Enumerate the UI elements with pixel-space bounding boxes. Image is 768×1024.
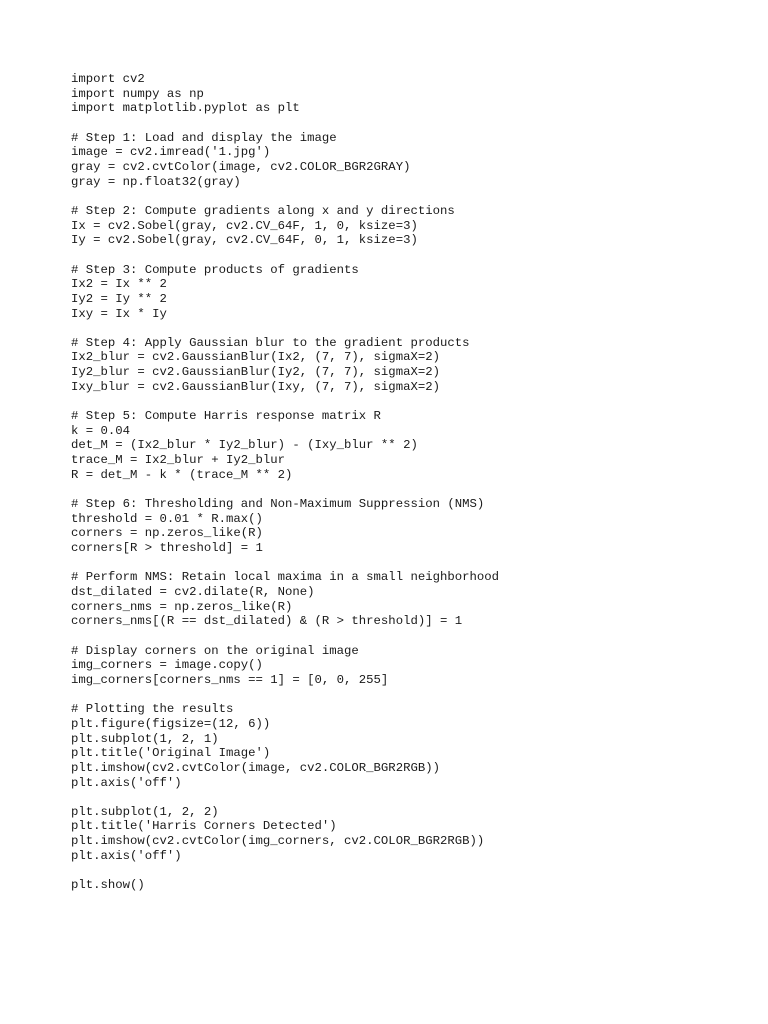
code-line: plt.subplot(1, 2, 2) <box>71 804 219 819</box>
code-line: image = cv2.imread('1.jpg') <box>71 145 271 160</box>
code-line: import cv2 <box>71 72 145 86</box>
code-line: corners[R > threshold] = 1 <box>71 541 263 555</box>
code-line: R = det_M - k * (trace_M ** 2) <box>71 467 293 482</box>
code-line: Iy = cv2.Sobel(gray, cv2.CV_64F, 0, 1, ksize=3) <box>71 233 418 248</box>
code-line: img_corners = image.copy() <box>71 658 263 673</box>
code-line <box>71 394 499 409</box>
code-line <box>71 189 499 204</box>
code-line: # Plotting the results <box>71 702 234 717</box>
code-line: threshold = 0.01 * R.max() <box>71 511 263 526</box>
code-line <box>71 688 499 703</box>
code-line: # Step 1: Load and display the image <box>71 130 337 145</box>
code-line: Ixy = Ix * Iy <box>71 306 167 321</box>
code-line <box>71 482 499 497</box>
code-line: Iy2 = Iy ** 2 <box>71 291 167 306</box>
code-line: # Perform NMS: Retain local maxima in a small neighborhood <box>71 570 500 585</box>
code-line: import matplotlib.pyplot as plt <box>71 101 300 116</box>
code-line: Ix2_blur = cv2.GaussianBlur(Ix2, (7, 7), sigmaX=2) <box>71 350 440 365</box>
code-line: plt.title('Harris Corners Detected') <box>71 819 337 834</box>
code-line: plt.title('Original Image') <box>71 746 271 761</box>
code-line: gray = np.float32(gray) <box>71 174 241 189</box>
code-line: plt.axis('off') <box>71 848 182 863</box>
code-line <box>71 116 499 131</box>
code-line: # Display corners on the original image <box>71 643 359 658</box>
code-line <box>71 790 499 805</box>
code-line: corners = np.zeros_like(R) <box>71 526 263 541</box>
code-line <box>71 248 499 263</box>
code-line: # Step 3: Compute products of gradients <box>71 262 359 277</box>
code-line <box>71 863 499 878</box>
code-line: Iy2_blur = cv2.GaussianBlur(Iy2, (7, 7), sigmaX=2) <box>71 365 440 380</box>
code-line: # Step 5: Compute Harris response matrix R <box>71 409 381 424</box>
code-line: gray = cv2.cvtColor(image, cv2.COLOR_BGR2GRAY) <box>71 159 411 174</box>
code-line: plt.imshow(cv2.cvtColor(img_corners, cv2.COLOR_BGR2RGB)) <box>71 834 485 849</box>
code-line: corners_nms[(R == dst_dilated) & (R > threshold)] = 1 <box>71 614 463 629</box>
code-line: Ix2 = Ix ** 2 <box>71 277 167 292</box>
code-line: plt.subplot(1, 2, 1) <box>71 731 219 746</box>
code-block <box>71 72 499 893</box>
code-line: plt.imshow(cv2.cvtColor(image, cv2.COLOR_BGR2RGB)) <box>71 760 440 775</box>
code-line: Ix = cv2.Sobel(gray, cv2.CV_64F, 1, 0, ksize=3) <box>71 218 418 233</box>
code-line: det_M = (Ix2_blur * Iy2_blur) - (Ixy_blur ** 2) <box>71 438 418 453</box>
code-line: corners_nms = np.zeros_like(R) <box>71 599 293 614</box>
code-line: k = 0.04 <box>71 423 131 438</box>
code-line: img_corners[corners_nms == 1] = [0, 0, 255] <box>71 672 389 687</box>
code-line <box>71 629 499 644</box>
code-line <box>71 556 499 571</box>
code-line: plt.show() <box>71 878 145 893</box>
code-line: Ixy_blur = cv2.GaussianBlur(Ixy, (7, 7), sigmaX=2) <box>71 379 440 394</box>
code-line: plt.figure(figsize=(12, 6)) <box>71 716 271 731</box>
code-line: dst_dilated = cv2.dilate(R, None) <box>71 584 315 599</box>
code-line: # Step 4: Apply Gaussian blur to the gradient products <box>71 335 470 350</box>
code-line: # Step 6: Thresholding and Non-Maximum Suppression (NMS) <box>71 497 485 512</box>
code-line: import numpy as np <box>71 86 204 101</box>
code-line: # Step 2: Compute gradients along x and y directions <box>71 203 455 218</box>
code-line <box>71 321 499 336</box>
code-line: trace_M = Ix2_blur + Iy2_blur <box>71 453 286 468</box>
code-line: plt.axis('off') <box>71 775 182 790</box>
